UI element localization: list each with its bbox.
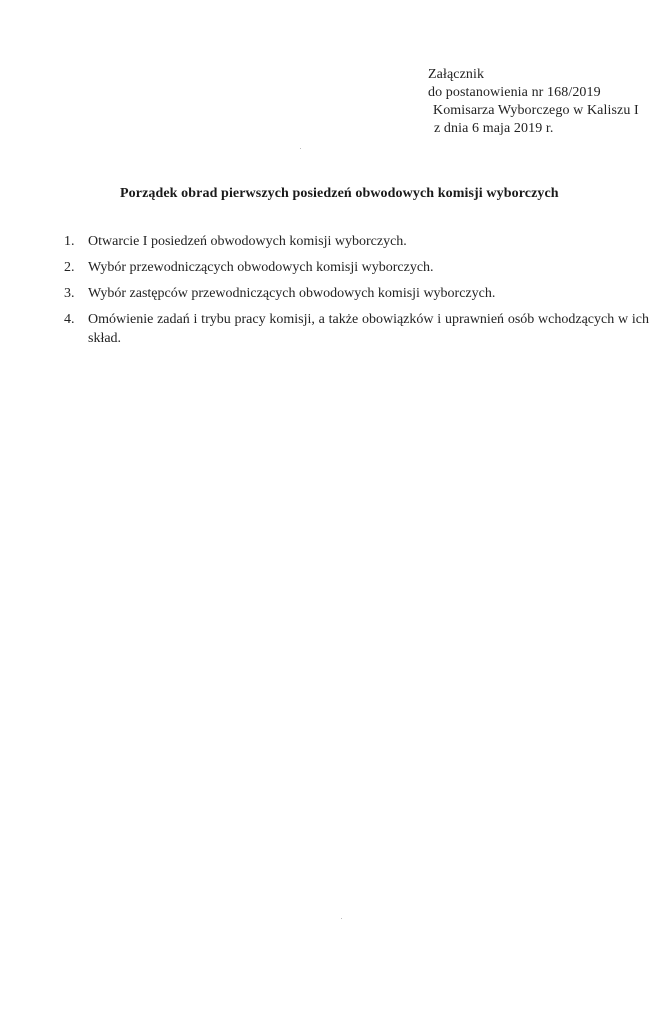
document-title: Porządek obrad pierwszych posiedzeń obwodowych komisji wyborczych: [120, 186, 559, 201]
scan-speck: [341, 918, 342, 919]
agenda-item: [64, 310, 649, 348]
agenda-item: [64, 258, 649, 277]
agenda-item-number: 3.: [64, 286, 75, 301]
agenda-item: [64, 284, 649, 303]
agenda-item-text: Otwarcie I posiedzeń obwodowych komisji wyborczych.: [88, 234, 407, 249]
agenda-item: [64, 232, 649, 251]
agenda-item-number: 2.: [64, 260, 75, 275]
annex-label: Załącznik: [428, 67, 485, 82]
agenda-item-number: 1.: [64, 234, 75, 249]
annex-date: z dnia 6 maja 2019 r.: [434, 121, 554, 136]
scan-speck: [300, 148, 301, 149]
agenda-list: [64, 232, 649, 355]
annex-reference: do postanowienia nr 168/2019: [428, 85, 601, 100]
agenda-item-text: Wybór przewodniczących obwodowych komisji wyborczych.: [88, 260, 434, 275]
annex-header: [428, 66, 639, 138]
agenda-item-text: Wybór zastępców przewodniczących obwodowych komisji wyborczych.: [88, 286, 496, 301]
agenda-item-text: Omówienie zadań i trybu pracy komisji, a także obowiązków i uprawnień osób wchodzących w ich skład.: [88, 312, 649, 346]
agenda-item-number: 4.: [64, 312, 75, 327]
annex-authority: Komisarza Wyborczego w Kaliszu I: [433, 103, 639, 118]
